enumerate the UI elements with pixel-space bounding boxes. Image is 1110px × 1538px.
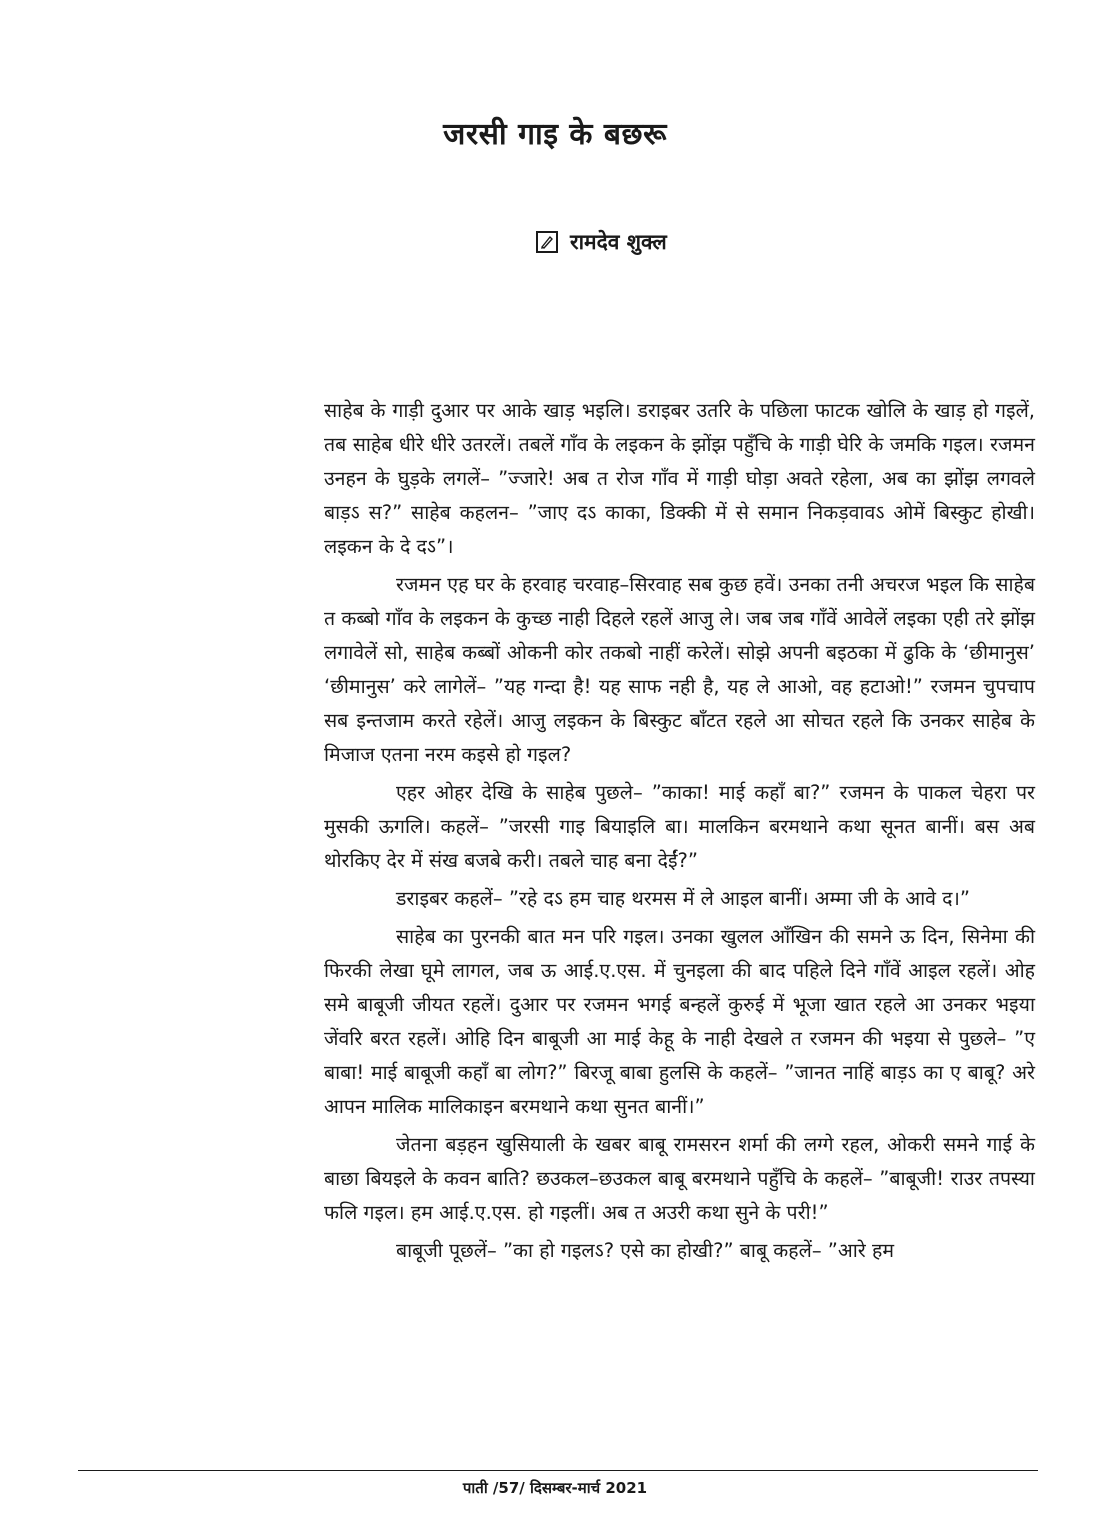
paragraph: साहेब के गाड़ी दुआर पर आके खाड़ भइलि। डराइबर उतरि के पछिला फाटक खोलि के खाड़ हो गइलें, तब साहेब धीरे धीरे उतरलें। तबलें गाँव के लइकन के झोंझ पहुँचि के गाड़ी घेरि के जमकि गइल। रजमन उनहन के घुड़के लगलें– ”ज्जारे! अब त रोज गाँव में गाड़ी घोड़ा अवते रहेला, अब का झोंझ लगवले बाड़ऽ स?” साहेब कहलन– ”जाए दऽ काका, डिक्की में से समान निकड़वावऽ ओमें बिस्कुट होखी। लइकन के दे दऽ”। bbox=[324, 399, 1035, 558]
paragraph: डराइबर कहलें– ”रहे दऽ हम चाह थरमस में ले आइल बानीं। अम्मा जी के आवे द।” bbox=[396, 887, 971, 910]
paragraph: एहर ओहर देखि के साहेब पुछले– ”काका! माई कहाँ बा?” रजमन के पाकल चेहरा पर मुसकी ऊगलि। कहलें– ”जरसी गाइ बियाइलि बा। मालकिन बरमथाने कथा सूनत बानीं। बस अब थोरकिए देर में संख बजबे करी। तबले चाह बना देईं?” bbox=[324, 781, 1035, 872]
paragraph: जेतना बड़हन खुसियाली के खबर बाबू रामसरन शर्मा की लग्गे रहल, ओकरी समने गाई के बाछा बियइले के कवन बाति? छउकल–छउकल बाबू बरमथाने पहुँचि के कहलें– ”बाबूजी! राउर तपस्या फलि गइल। हम आई.ए.एस. हो गइलीं। अब त अउरी कथा सुने के परी!” bbox=[324, 1133, 1035, 1224]
paragraph: बाबूजी पूछलें– ”का हो गइलऽ? एसे का होखी?” बाबू कहलें– ”आरे हम bbox=[396, 1239, 894, 1262]
article-body bbox=[324, 394, 1035, 1272]
page-title: जरसी गाइ के बछरू bbox=[443, 117, 667, 152]
footer-divider bbox=[78, 1470, 1038, 1471]
page-footer: पाती /57/ दिसम्बर-मार्च 2021 bbox=[462, 1479, 648, 1497]
author-name: रामदेव शुक्ल bbox=[570, 230, 667, 254]
paragraph: साहेब का पुरनकी बात मन परि गइल। उनका खुलल आँखिन की समने ऊ दिन, सिनेमा की फिरकी लेखा घूमे लागल, जब ऊ आई.ए.एस. में चुनइला की बाद पहिले दिने गाँवें आइल रहलें। ओह समे बाबूजी जीयत रहलें। दुआर पर रजमन भगई बन्हलें कुरुई में भूजा खात रहले आ उनकर भइया जेंवरि बरत रहलें। ओहि दिन बाबूजी आ माई केहू के नाही देखले त रजमन की भइया से पुछले– ”ए बाबा! माई बाबूजी कहाँ बा लोग?” बिरजू बाबा हुलसि के कहलें– ”जानत नाहिं बाड़ऽ का ए बाबू? अरे आपन मालिक मालिकाइन बरमथाने कथा सुनत बानीं।” bbox=[324, 925, 1035, 1118]
pen-in-box-icon bbox=[536, 231, 558, 253]
paragraph: रजमन एह घर के हरवाह चरवाह–सिरवाह सब कुछ हवें। उनका तनी अचरज भइल कि साहेब त कब्बो गाँव के लइकन के कुच्छ नाही दिहले रहलें आजु ले। जब जब गाँवें आवेलें लइका एही तरे झोंझ लगावेलें सो, साहेब कब्बों ओकनी कोर तकबो नाहीं करेलें। सोझे अपनी बइठका में ढुकि के ‘छीमानुस’ ‘छीमानुस’ करे लागेलें– ”यह गन्दा है! यह साफ नही है, यह ले आओ, वह हटाओ!” रजमन चुपचाप सब इन्तजाम करते रहेलें। आजु लइकन के बिस्कुट बाँटत रहले आ सोचत रहले कि उनकर साहेब के मिजाज एतना नरम कइसे हो गइल? bbox=[324, 573, 1035, 766]
author-byline bbox=[536, 228, 667, 256]
